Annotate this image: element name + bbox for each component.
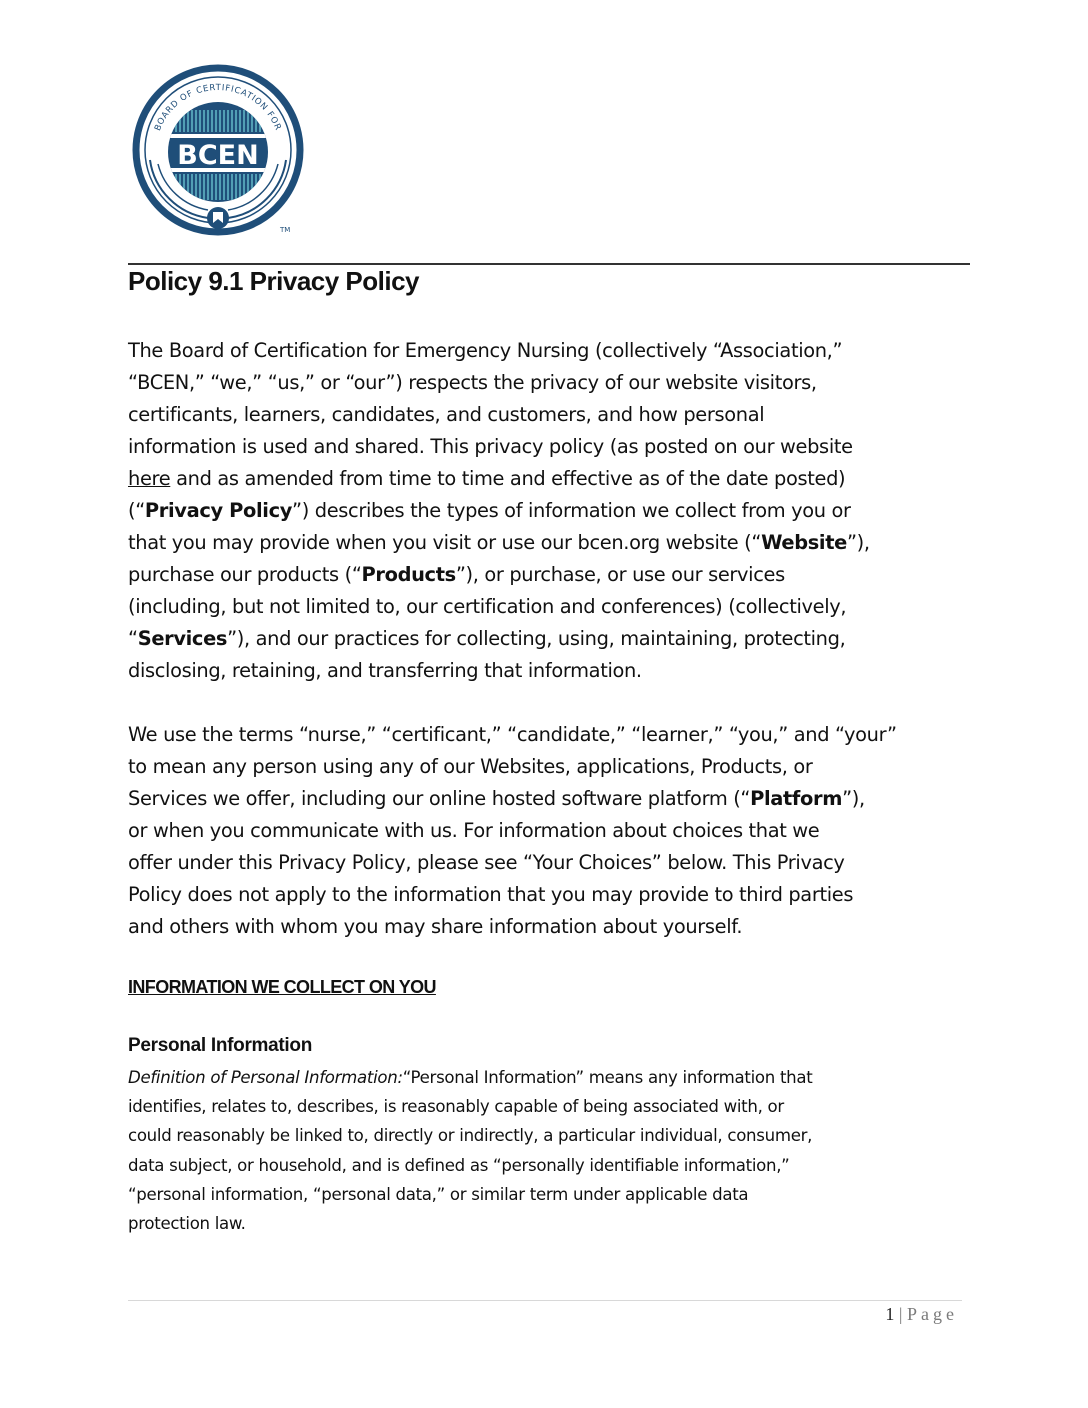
definition-paragraph xyxy=(128,1063,968,1238)
defined-term: Platform xyxy=(750,787,843,810)
intro-line: that you may provide when you visit or use our bcen.org website (“Website”), xyxy=(128,531,870,554)
terms-line: We use the terms “nurse,” “certificant,” “candidate,” “learner,” “you,” and “your” xyxy=(128,723,897,746)
page-footer xyxy=(885,1304,958,1325)
subsection-heading: Personal Information xyxy=(128,1035,313,1056)
page-separator: | xyxy=(898,1304,903,1324)
page-number: 1 xyxy=(885,1304,895,1324)
bcen-seal-icon xyxy=(128,60,308,240)
intro-line: disclosing, retaining, and transferring that information. xyxy=(128,659,642,682)
terms-line: Services we offer, including our online hosted software platform (“Platform”), xyxy=(128,787,865,810)
intro-line: certificants, learners, candidates, and customers, and how personal xyxy=(128,403,765,426)
section-heading: INFORMATION WE COLLECT ON YOU xyxy=(128,977,436,997)
defined-term: Services xyxy=(137,627,228,650)
intro-line: “Services”), and our practices for collecting, using, maintaining, protecting, xyxy=(128,627,846,650)
terms-line: Policy does not apply to the information that you may provide to third parties xyxy=(128,883,854,906)
intro-line: (including, but not limited to, our certification and conferences) (collectively, xyxy=(128,595,847,618)
definition-line: data subject, or household, and is defined as “personally identifiable information,” xyxy=(128,1155,790,1175)
bcen-logo xyxy=(128,60,308,240)
definition-line: protection law. xyxy=(128,1214,246,1234)
terms-line: or when you communicate with us. For information about choices that we xyxy=(128,819,820,842)
intro-line: purchase our products (“Products”), or purchase, or use our services xyxy=(128,563,785,586)
defined-term: Website xyxy=(761,531,847,554)
definition-line: “personal information, “personal data,” or similar term under applicable data xyxy=(128,1184,749,1204)
intro-line: “BCEN,” “we,” “us,” or “our”) respects the privacy of our website visitors, xyxy=(128,371,817,394)
definition-line: could reasonably be linked to, directly or indirectly, a particular individual, consumer, xyxy=(128,1126,813,1146)
footer-rule xyxy=(128,1300,962,1301)
definition-line: Definition of Personal Information:“Personal Information” means any information that xyxy=(128,1068,813,1087)
terms-paragraph xyxy=(128,719,968,943)
logo-arc-text: BOARD OF CERTIFICATION FOR xyxy=(153,82,283,133)
page-label: Page xyxy=(907,1304,958,1324)
intro-line: The Board of Certification for Emergency Nursing (collectively “Association,” xyxy=(128,339,843,362)
terms-line: and others with whom you may share information about yourself. xyxy=(128,915,743,938)
privacy-policy-link[interactable]: here xyxy=(128,467,171,490)
intro-line: here and as amended from time to time and effective as of the date posted) xyxy=(128,467,846,490)
page-title: Policy 9.1 Privacy Policy xyxy=(128,266,420,296)
defined-term: Products xyxy=(361,563,456,586)
intro-paragraph xyxy=(128,335,968,687)
terms-line: to mean any person using any of our Websites, applications, Products, or xyxy=(128,755,813,778)
intro-line: information is used and shared. This privacy policy (as posted on our website xyxy=(128,435,853,458)
logo-acronym: BCEN xyxy=(177,140,259,171)
terms-line: offer under this Privacy Policy, please see “Your Choices” below. This Privacy xyxy=(128,851,845,874)
definition-line: identifies, relates to, describes, is reasonably capable of being associated with, or xyxy=(128,1097,784,1117)
definition-label: Definition of Personal Information: xyxy=(128,1068,403,1087)
defined-term: Privacy Policy xyxy=(144,499,293,522)
header-rule xyxy=(128,263,970,265)
intro-line: (“Privacy Policy”) describes the types of information we collect from you or xyxy=(128,499,851,522)
logo-trademark: TM xyxy=(280,226,291,234)
